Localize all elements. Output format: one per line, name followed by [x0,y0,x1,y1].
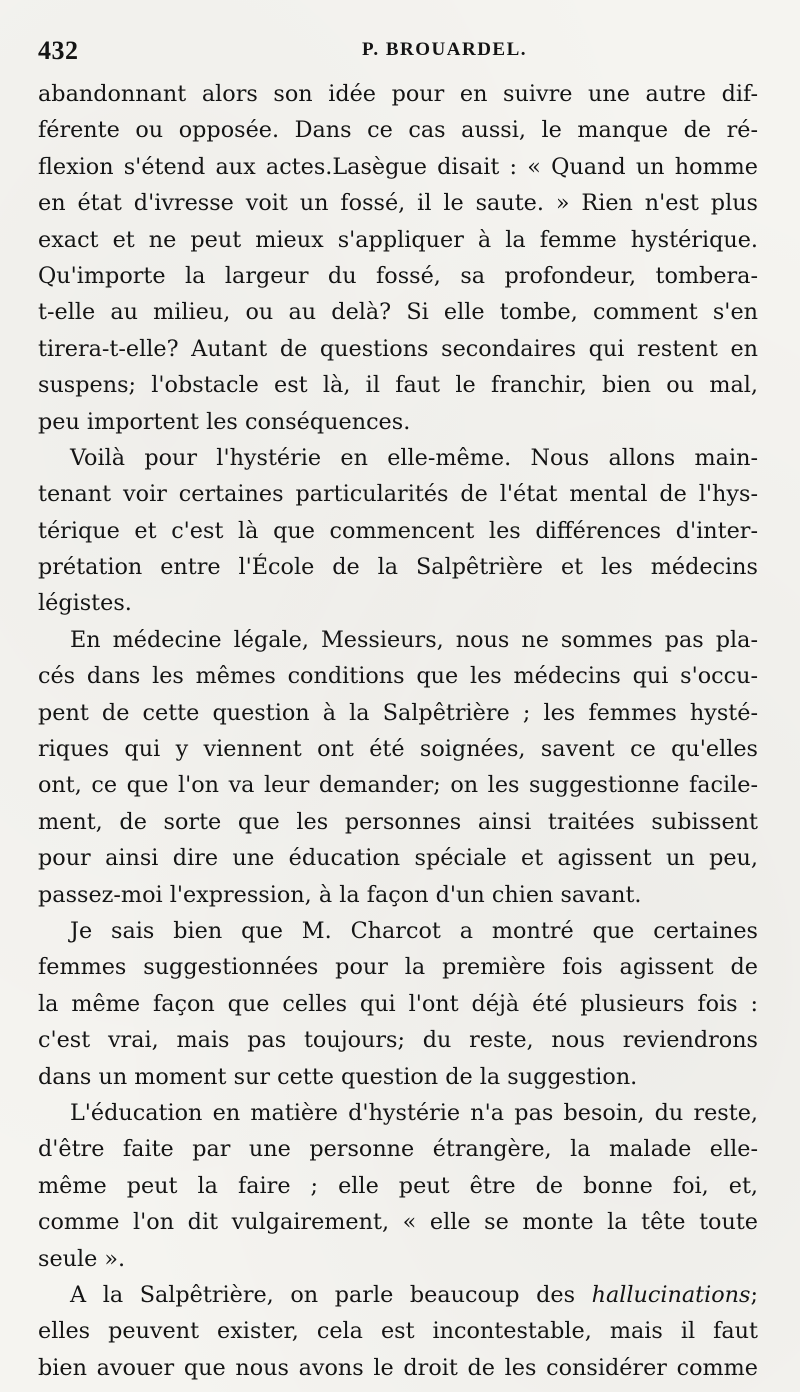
text-line [38,149,758,185]
text-line [38,1095,758,1131]
body-text [38,76,758,1386]
line-text: férente ou opposée. Dans ce cas aussi, le manque de ré- [38,117,758,144]
line-text: peu importent les conséquences. [38,408,411,435]
line-text: A la Salpêtrière, on parle beaucoup des [70,1281,592,1308]
line-text: Je sais bien que M. Charcot a montré que certaines [70,917,758,944]
text-line [38,112,758,148]
text-line [38,1059,758,1095]
text-line [38,585,758,621]
line-text: passez-moi l'expression, à la façon d'un chien savant. [38,881,642,908]
text-line [38,440,758,476]
text-line [38,476,758,512]
line-text: légistes. [38,590,132,617]
text-line [38,331,758,367]
text-line [38,913,758,949]
text-line [38,877,758,913]
text-line [38,731,758,767]
text-line [38,404,758,440]
line-text: elles peuvent exister, cela est incontestable, mais il faut [38,1318,758,1345]
line-text: ment, de sorte que les personnes ainsi traitées subissent [38,808,758,835]
text-line [38,695,758,731]
line-text: tenant voir certaines particularités de l'état mental de l'hys- [38,481,758,508]
line-text: seule ». [38,1245,126,1272]
text-line [38,258,758,294]
text-line [38,185,758,221]
text-line [38,513,758,549]
line-text: la même façon que celles qui l'ont déjà été plusieurs fois : [38,990,758,1017]
line-text: Qu'importe la largeur du fossé, sa profondeur, tombera- [38,262,758,289]
italic-term: hallucinations [591,1281,751,1308]
text-line [38,622,758,658]
line-text: cés dans les mêmes conditions que les médecins qui s'occu- [38,663,758,690]
running-head: P. BROUARDEL. [362,39,528,60]
text-line [38,658,758,694]
line-text: abandonnant alors son idée pour en suivre une autre dif- [38,81,758,107]
text-line [38,294,758,330]
line-text: c'est vrai, mais pas toujours; du reste, nous reviendrons [38,1027,758,1054]
line-text: d'être faite par une personne étrangère, la malade elle- [38,1136,758,1163]
page-number: 432 [38,36,79,65]
line-text: prétation entre l'École de la Salpêtrière et les médecins [38,554,758,581]
text-line [38,804,758,840]
text-line [38,1168,758,1204]
line-text: Voilà pour l'hystérie en elle-même. Nous allons main- [70,444,758,471]
text-line [38,949,758,985]
line-text: en état d'ivresse voit un fossé, il le saute. » Rien n'est plus [38,190,758,217]
line-text: riques qui y viennent ont été soignées, savent ce qu'elles [38,736,758,763]
text-line [38,1131,758,1167]
text-line [38,1313,758,1349]
page-header [38,36,760,70]
line-punctuation: ; [750,1281,758,1308]
line-text: L'éducation en matière d'hystérie n'a pas besoin, du reste, [70,1099,758,1126]
text-line [38,549,758,585]
text-line [38,767,758,803]
line-text: pour ainsi dire une éducation spéciale et agissent un peu, [38,845,758,872]
line-text: t-elle au milieu, ou au delà? Si elle tombe, comment s'en [38,299,758,326]
text-line [38,1241,758,1277]
line-text: térique et c'est là que commencent les différences d'inter- [38,517,758,544]
line-text: tirera-t-elle? Autant de questions secondaires qui restent en [38,335,758,362]
line-text: exact et ne peut mieux s'appliquer à la femme hystérique. [38,226,758,253]
line-text: suspens; l'obstacle est là, il faut le franchir, bien ou mal, [38,372,758,399]
line-text: dans un moment sur cette question de la suggestion. [38,1063,638,1090]
line-text: ont, ce que l'on va leur demander; on les suggestionne facile- [38,772,758,799]
text-line [38,840,758,876]
text-line [38,1204,758,1240]
text-line [38,986,758,1022]
line-text: femmes suggestionnées pour la première fois agissent de [38,954,758,981]
line-text: pent de cette question à la Salpêtrière ; les femmes hysté- [38,699,758,726]
line-text: bien avouer que nous avons le droit de les considérer comme [38,1354,758,1381]
text-line [38,222,758,258]
text-line [38,76,758,112]
line-text: En médecine légale, Messieurs, nous ne sommes pas pla- [70,626,758,653]
line-text: même peut la faire ; elle peut être de bonne foi, et, [38,1172,758,1199]
line-text: comme l'on dit vulgairement, « elle se monte la tête toute [38,1209,758,1236]
text-line [38,1277,758,1313]
text-line [38,367,758,403]
text-line [38,1350,758,1386]
text-line [38,1022,758,1058]
line-text: flexion s'étend aux actes.Lasègue disait : « Quand un homme [38,153,758,180]
